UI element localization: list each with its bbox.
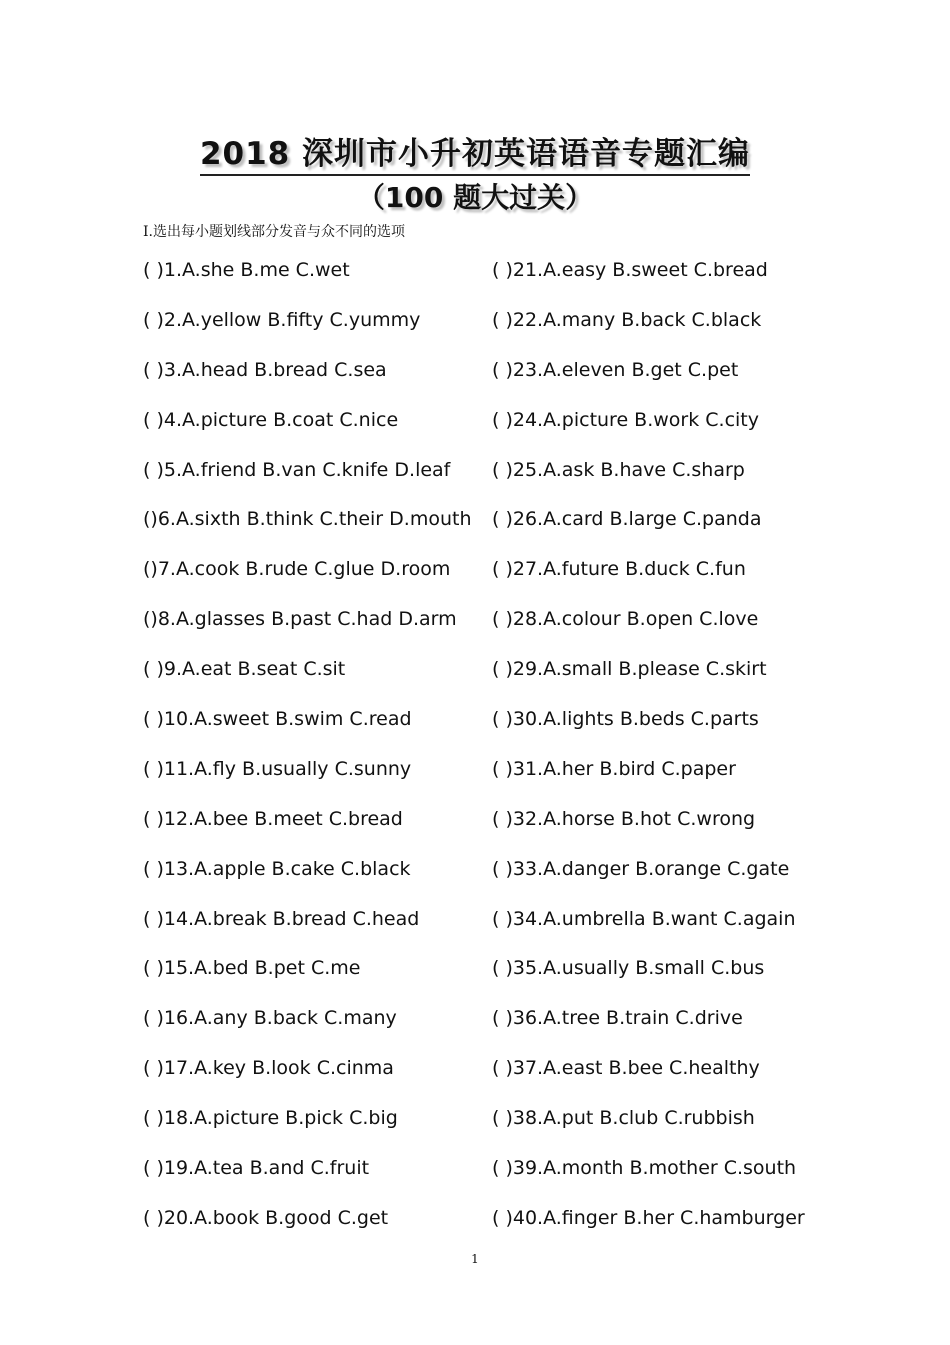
question-item: ( )15.A.bed B.pet C.me	[143, 957, 361, 980]
question-item: ( )28.A.colour B.open C.love	[492, 608, 759, 631]
question-item: ( )19.A.tea B.and C.fruit	[143, 1157, 370, 1180]
question-item: ( )3.A.head B.bread C.sea	[143, 358, 387, 381]
left-question-column	[143, 252, 472, 1250]
question-item: ( )38.A.put B.club C.rubbish	[492, 1107, 755, 1130]
question-item: ( )30.A.lights B.beds C.parts	[492, 708, 759, 731]
question-item: ( )20.A.book B.good C.get	[143, 1206, 389, 1229]
question-item: ( )21.A.easy B.sweet C.bread	[492, 259, 768, 281]
page-subtitle: （100 题大过关）	[356, 181, 594, 214]
question-item: ( )29.A.small B.please C.skirt	[492, 658, 767, 681]
question-item: ( )1.A.she B.me C.wet	[143, 259, 350, 281]
question-item: ( )2.A.yellow B.fifty C.yummy	[143, 308, 421, 331]
question-item: ( )33.A.danger B.orange C.gate	[492, 857, 790, 880]
question-item: ( )39.A.month B.mother C.south	[492, 1157, 797, 1180]
question-item: ()8.A.glasses B.past C.had D.arm	[143, 608, 457, 631]
question-item: ( )27.A.future B.duck C.fun	[492, 558, 746, 581]
question-item: ( )17.A.key B.look C.cinma	[143, 1057, 394, 1080]
question-item: ( )32.A.horse B.hot C.wrong	[492, 807, 756, 830]
question-item: ( )22.A.many B.back C.black	[492, 308, 762, 331]
question-item: ( )5.A.friend B.van C.knife D.leaf	[143, 458, 451, 481]
question-item: ( )31.A.her B.bird C.paper	[492, 757, 736, 780]
question-item: ( )11.A.fly B.usually C.sunny	[143, 757, 412, 780]
question-item: ( )36.A.tree B.train C.drive	[492, 1007, 743, 1030]
question-item: ( )37.A.east B.bee C.healthy	[492, 1057, 760, 1080]
question-item: ( )40.A.finger B.her C.hamburger	[492, 1206, 805, 1229]
question-item: ( )35.A.usually B.small C.bus	[492, 957, 765, 980]
right-question-column	[492, 252, 805, 1250]
question-item: ( )12.A.bee B.meet C.bread	[143, 807, 403, 830]
question-item: ( )34.A.umbrella B.want C.again	[492, 907, 796, 930]
question-item: ( )4.A.picture B.coat C.nice	[143, 408, 399, 431]
page-title	[0, 128, 950, 173]
question-item: ( )9.A.eat B.seat C.sit	[143, 658, 346, 681]
question-item: ( )14.A.break B.bread C.head	[143, 907, 420, 930]
question-item: ( )23.A.eleven B.get C.pet	[492, 358, 739, 381]
title-text: 2018 深圳市小升初英语语音专题汇编	[200, 136, 750, 176]
question-item: ( )10.A.sweet B.swim C.read	[143, 708, 412, 731]
question-item: ( )18.A.picture B.pick C.big	[143, 1107, 398, 1130]
section-instruction: I.选出每小题划线部分发音与众不同的选项	[143, 224, 405, 240]
question-item: ( )26.A.card B.large C.panda	[492, 508, 762, 531]
question-item: ( )25.A.ask B.have C.sharp	[492, 458, 745, 481]
question-item: ()6.A.sixth B.think C.their D.mouth	[143, 508, 472, 531]
page-number: 1	[471, 1252, 479, 1266]
question-item: ( )13.A.apple B.cake C.black	[143, 857, 411, 880]
question-item: ()7.A.cook B.rude C.glue D.room	[143, 558, 451, 581]
question-item: ( )16.A.any B.back C.many	[143, 1007, 397, 1030]
question-item: ( )24.A.picture B.work C.city	[492, 408, 760, 431]
